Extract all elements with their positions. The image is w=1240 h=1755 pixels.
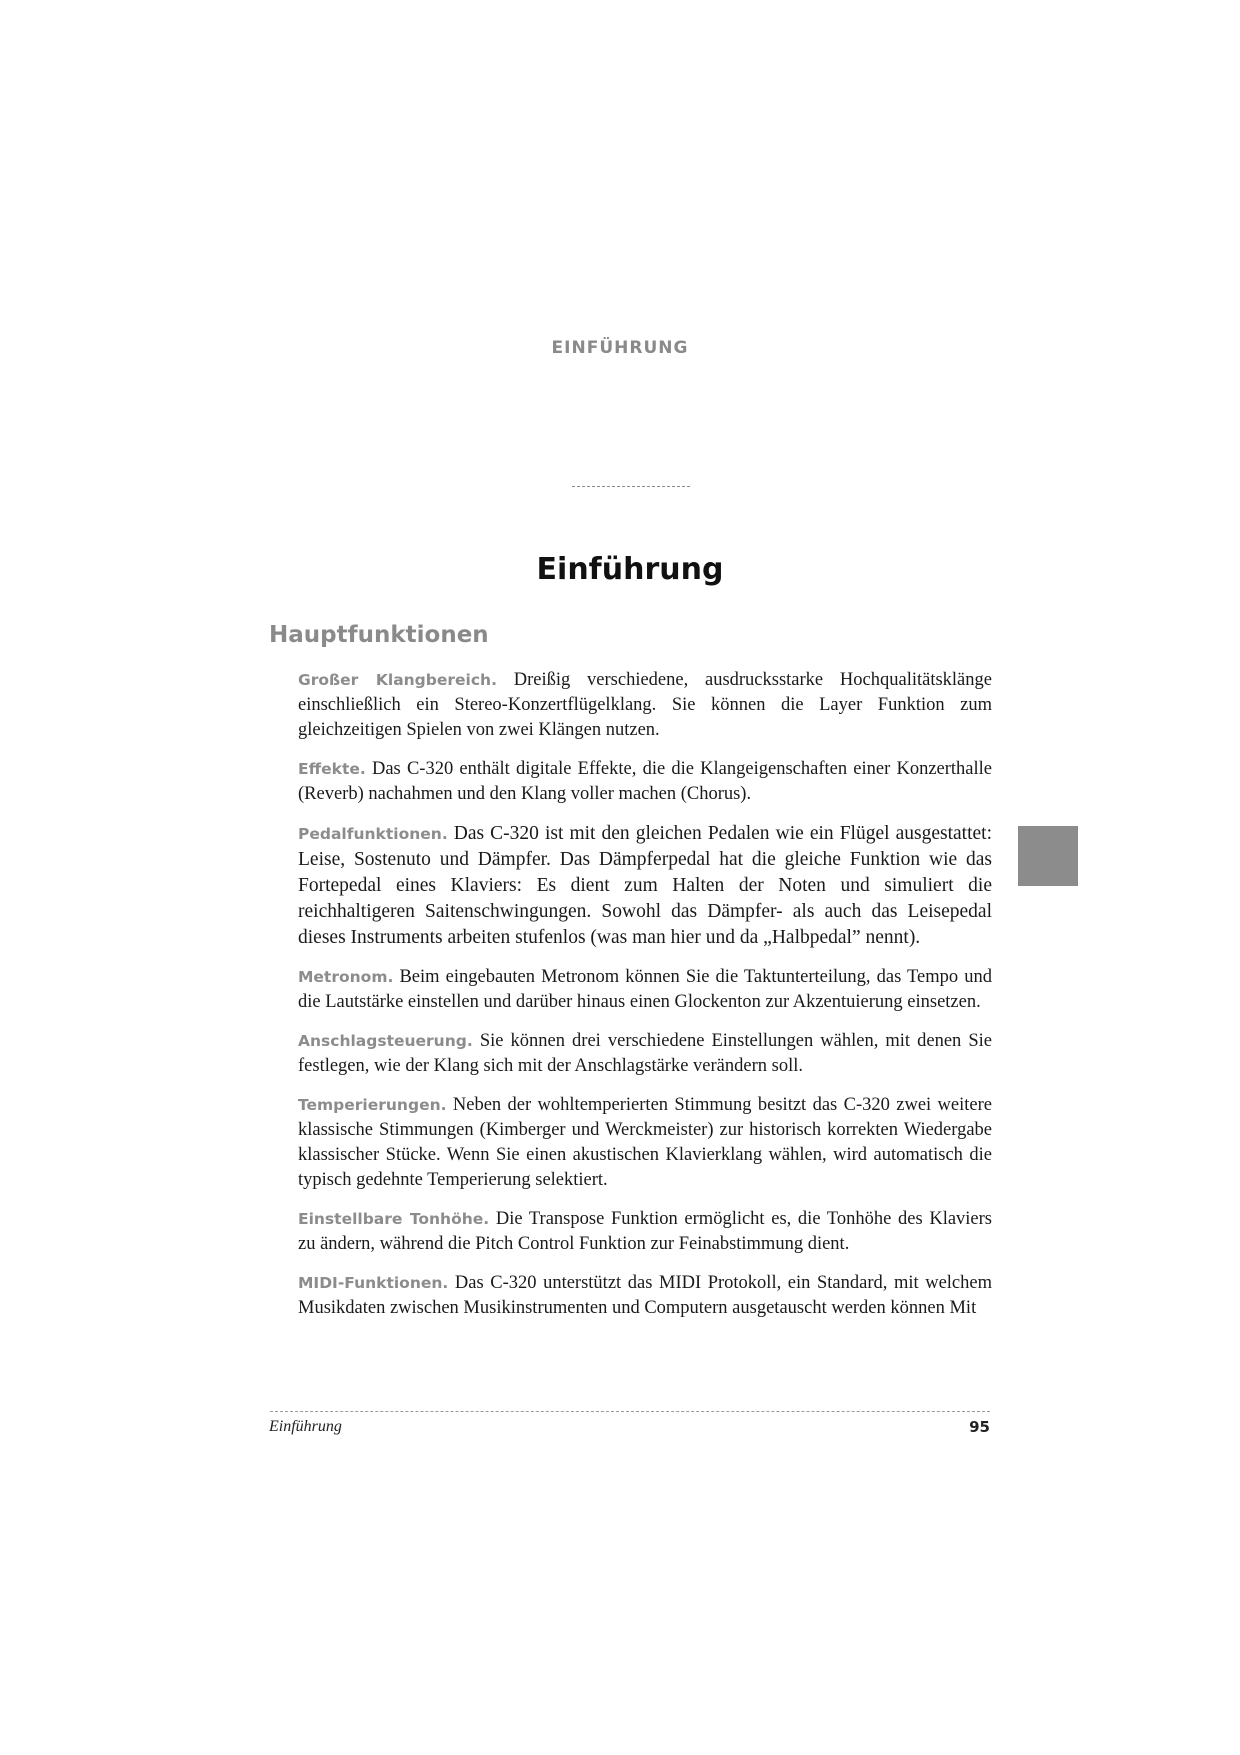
- feature-lead: Einstellbare Tonhöhe.: [298, 1210, 490, 1228]
- feature-paragraph-pedals: [298, 821, 992, 951]
- feature-text: Dreißig verschiedene, ausdrucksstarke Hochqualitätsklänge einschließlich ein Stereo-Konzertflügelklang. Sie können die Layer Funktion zum gleichzeitigen Spielen von zwei Klängen nutzen.: [298, 670, 992, 740]
- feature-list: [298, 668, 992, 1335]
- footer-chapter-name: Einführung: [269, 1418, 342, 1435]
- page-number: 95: [969, 1418, 990, 1436]
- feature-paragraph-effects: [298, 757, 992, 807]
- feature-paragraph-metronome: [298, 965, 992, 1015]
- feature-lead: Temperierungen.: [298, 1096, 447, 1114]
- section-title: Hauptfunktionen: [269, 622, 489, 648]
- chapter-title: Einführung: [536, 552, 724, 587]
- feature-paragraph-sounds: [298, 668, 992, 743]
- feature-text: Das C-320 enthält digitale Effekte, die die Klangeigenschaften einer Konzerthalle (Reverb) nachahmen und den Klang voller machen (Chorus).: [298, 759, 992, 804]
- feature-lead: MIDI-Funktionen.: [298, 1274, 449, 1292]
- feature-text: Das C-320 ist mit den gleichen Pedalen wie ein Flügel ausgestattet: Leise, Sostenuto und Dämpfer. Das Dämpferpedal hat die gleiche Funktion wie das Fortepedal eines Klaviers: Es dient zum Halten der Noten und simuliert die reichhaltigeren Saitenschwingungen. Sowohl das Dämpfer- als auch das Leisepedal dieses Instruments arbeiten stufenlos (was man hier und da „Halbpedal” nennt).: [298, 823, 992, 948]
- running-head: EINFÜHRUNG: [551, 338, 689, 358]
- feature-lead: Pedalfunktionen.: [298, 825, 448, 843]
- feature-paragraph-temperaments: [298, 1093, 992, 1193]
- feature-text: Neben der wohltemperierten Stimmung besitzt das C-320 zwei weitere klassische Stimmungen (Kimberger und Werckmeister) zur historisch korrekten Wiedergabe klassischer Stücke. Wenn Sie einen akustischen Klavierklang wählen, wird automatisch die typisch gedehnte Temperierung selektiert.: [298, 1095, 992, 1190]
- chapter-thumb-tab: [1018, 826, 1078, 886]
- feature-paragraph-pitch: [298, 1207, 992, 1257]
- feature-paragraph-touch: [298, 1029, 992, 1079]
- feature-lead: Großer Klangbereich.: [298, 671, 497, 689]
- feature-text: Beim eingebauten Metronom können Sie die Taktunterteilung, das Tempo und die Lautstärke einstellen und darüber hinaus einen Glockenton zur Akzentuierung einsetzen.: [298, 967, 992, 1012]
- feature-paragraph-midi: [298, 1271, 992, 1321]
- feature-text: Das C-320 unterstützt das MIDI Protokoll, ein Standard, mit welchem Musikdaten zwischen Musikinstrumenten und Computern ausgetauscht werden können Mit: [298, 1273, 992, 1318]
- feature-lead: Anschlagsteuerung.: [298, 1032, 473, 1050]
- feature-lead: Effekte.: [298, 760, 366, 778]
- header-divider: [572, 486, 690, 487]
- feature-text: Die Transpose Funktion ermöglicht es, die Tonhöhe des Klaviers zu ändern, während die Pitch Control Funktion zur Feinabstimmung dient.: [298, 1209, 993, 1254]
- feature-text: Sie können drei verschiedene Einstellungen wählen, mit denen Sie festlegen, wie der Klang sich mit der Anschlagstärke verändern soll.: [298, 1031, 992, 1076]
- footer-divider: [270, 1411, 990, 1412]
- feature-lead: Metronom.: [298, 968, 394, 986]
